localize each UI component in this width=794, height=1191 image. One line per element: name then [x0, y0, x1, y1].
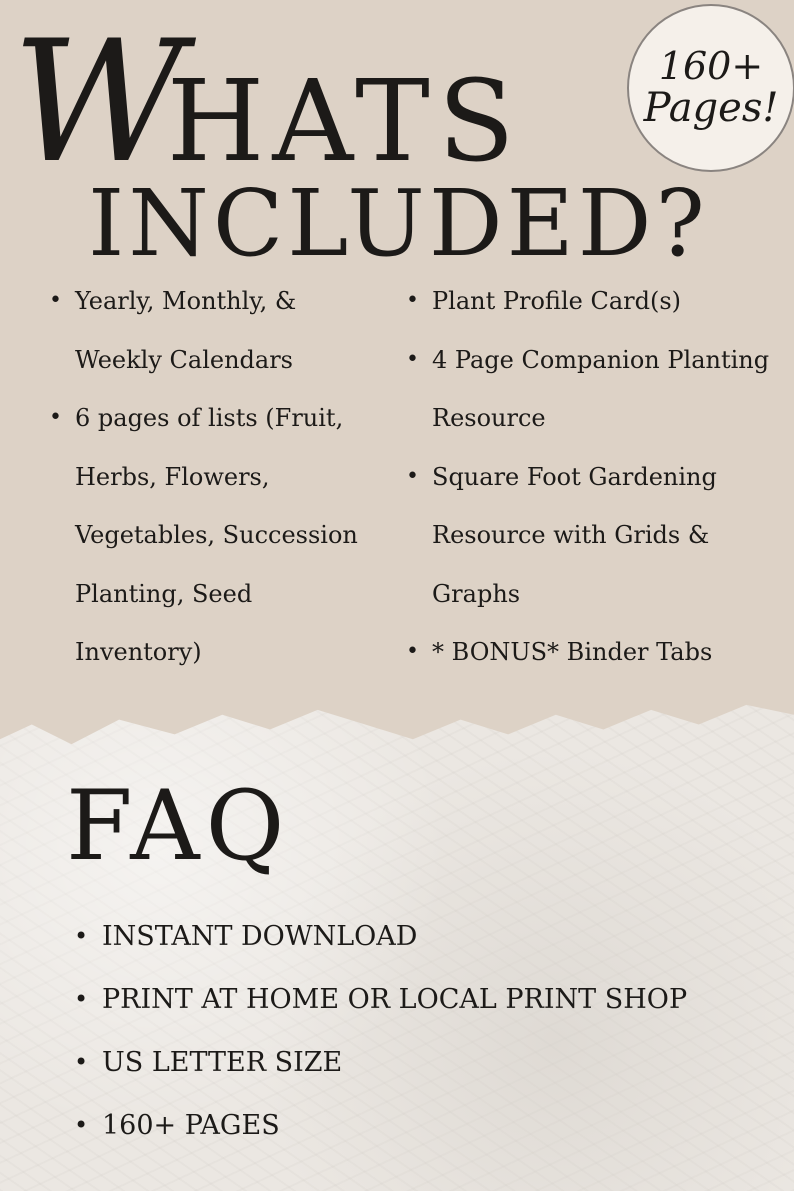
list-item: • * BONUS* Binder Tabs: [432, 623, 772, 682]
badge-count: 160+: [658, 44, 764, 89]
list-item: • Yearly, Monthly, & Weekly Calendars: [75, 272, 385, 389]
title-initial: W: [12, 4, 173, 200]
title-rest: HATS: [166, 57, 523, 187]
page-count-badge: [627, 4, 794, 172]
faq-title: FAQ: [66, 770, 291, 882]
list-item: • Square Foot Gardening Resource with Grids & Graphs: [432, 448, 772, 624]
faq-item: • US LETTER SIZE: [102, 1031, 687, 1094]
included-list-left: [75, 272, 385, 682]
list-item: • Plant Profile Card(s): [432, 272, 772, 331]
list-item: • 4 Page Companion Planting Resource: [432, 331, 772, 448]
title-whats: [12, 4, 523, 200]
faq-item: • 160+ PAGES: [102, 1094, 687, 1157]
faq-item: • INSTANT DOWNLOAD: [102, 905, 687, 968]
faq-item: • PRINT AT HOME OR LOCAL PRINT SHOP: [102, 968, 687, 1031]
title-included: INCLUDED?: [88, 170, 709, 277]
included-list-right: [432, 272, 772, 682]
faq-list: [102, 905, 687, 1157]
list-item: • 6 pages of lists (Fruit, Herbs, Flowers, Vegetables, Succession Planting, Seed Inventory): [75, 389, 385, 682]
badge-label: Pages!: [643, 84, 779, 131]
